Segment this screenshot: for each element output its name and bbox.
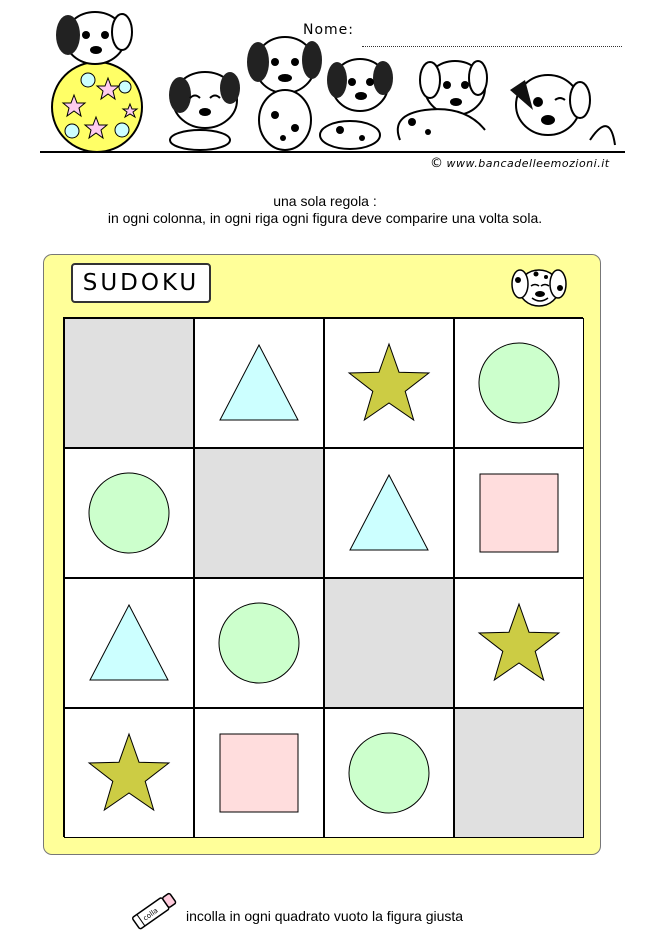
grid-cell-circle <box>194 578 324 708</box>
grid-cell-triangle <box>194 318 324 448</box>
triangle-icon <box>214 338 304 428</box>
grid-cell-square <box>454 448 584 578</box>
sudoku-grid <box>63 317 583 837</box>
name-label: Nome: <box>303 22 355 38</box>
grid-cell-circle <box>454 318 584 448</box>
grid-cell-circle <box>64 448 194 578</box>
rule-heading: una sola regola : <box>273 193 377 209</box>
square-icon <box>214 728 304 818</box>
grid-cell-star <box>454 578 584 708</box>
site-credit <box>430 156 610 171</box>
site-url: www.bancadelleemozioni.it <box>446 157 610 170</box>
circle-icon <box>474 338 564 428</box>
glue-stick-icon <box>126 886 182 936</box>
grid-cell-triangle <box>324 448 454 578</box>
glue-label: colla <box>141 906 160 923</box>
grid-cell-square <box>194 708 324 838</box>
puzzle-title: SUDOKU <box>71 263 211 303</box>
triangle-icon <box>84 598 174 688</box>
circle-icon <box>214 598 304 688</box>
star-icon <box>474 598 564 688</box>
grid-cell-circle <box>324 708 454 838</box>
empty-cell[interactable] <box>324 578 454 708</box>
empty-cell[interactable] <box>454 708 584 838</box>
rule-text: in ogni colonna, in ogni riga ogni figura deve comparire una volta sola. <box>107 210 543 226</box>
circle-icon <box>344 728 434 818</box>
circle-icon <box>84 468 174 558</box>
square-icon <box>474 468 564 558</box>
copyright-icon: © <box>430 156 444 171</box>
star-icon <box>344 338 434 428</box>
star-icon <box>84 728 174 818</box>
triangle-icon <box>344 468 434 558</box>
empty-cell[interactable] <box>64 318 194 448</box>
footer-instruction: incolla in ogni quadrato vuoto la figura giusta <box>186 908 464 924</box>
puppy-face-icon <box>508 264 570 310</box>
grid-cell-triangle <box>64 578 194 708</box>
grid-cell-star <box>324 318 454 448</box>
name-field[interactable] <box>362 46 622 47</box>
empty-cell[interactable] <box>194 448 324 578</box>
header-illustration <box>0 0 650 180</box>
grid-cell-star <box>64 708 194 838</box>
